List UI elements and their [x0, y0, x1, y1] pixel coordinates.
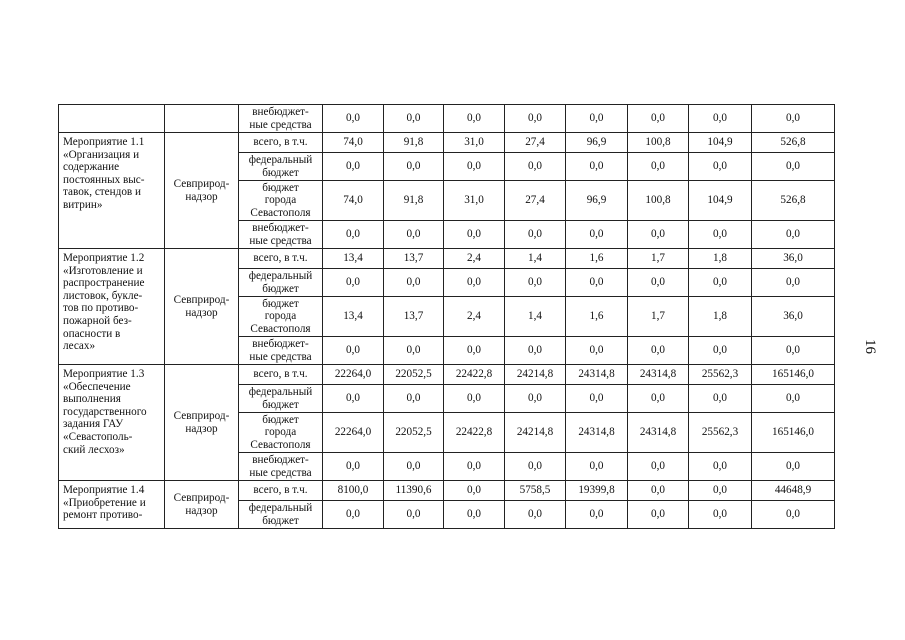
value-cell: 11390,6 [384, 481, 444, 501]
value-cell: 100,8 [628, 181, 689, 221]
value-cell: 2,4 [444, 297, 505, 337]
value-cell: 0,0 [628, 337, 689, 365]
value-cell: 0,0 [505, 337, 566, 365]
value-cell: 19399,8 [566, 481, 628, 501]
table-row [59, 105, 835, 133]
funding-source-cell: бюджет города Севастополя [239, 413, 323, 453]
value-cell: 24314,8 [566, 413, 628, 453]
value-cell: 5758,5 [505, 481, 566, 501]
value-cell: 0,0 [444, 105, 505, 133]
executor-cell: Севприрод- надзор [165, 249, 239, 365]
value-cell: 0,0 [384, 221, 444, 249]
value-cell: 0,0 [628, 501, 689, 529]
value-cell: 0,0 [444, 501, 505, 529]
value-cell: 0,0 [752, 385, 835, 413]
value-cell: 0,0 [444, 385, 505, 413]
funding-source-cell: федеральный бюджет [239, 269, 323, 297]
funding-source-cell: внебюджет- ные средства [239, 105, 323, 133]
value-cell: 0,0 [384, 105, 444, 133]
funding-source-cell: всего, в т.ч. [239, 365, 323, 385]
value-cell: 0,0 [444, 269, 505, 297]
value-cell: 31,0 [444, 181, 505, 221]
value-cell: 104,9 [689, 133, 752, 153]
value-cell: 0,0 [323, 153, 384, 181]
executor-cell: Севприрод- надзор [165, 133, 239, 249]
value-cell: 0,0 [323, 385, 384, 413]
value-cell: 96,9 [566, 181, 628, 221]
value-cell: 25562,3 [689, 365, 752, 385]
value-cell: 0,0 [689, 385, 752, 413]
value-cell: 24214,8 [505, 413, 566, 453]
funding-source-cell: внебюджет- ные средства [239, 221, 323, 249]
value-cell: 0,0 [689, 453, 752, 481]
executor-cell-empty [165, 105, 239, 133]
value-cell: 0,0 [628, 385, 689, 413]
funding-source-cell: внебюджет- ные средства [239, 337, 323, 365]
value-cell: 0,0 [628, 453, 689, 481]
value-cell: 1,6 [566, 297, 628, 337]
value-cell: 0,0 [323, 221, 384, 249]
funding-source-cell: федеральный бюджет [239, 501, 323, 529]
value-cell: 0,0 [323, 269, 384, 297]
value-cell: 0,0 [566, 269, 628, 297]
value-cell: 0,0 [689, 481, 752, 501]
funding-source-cell: внебюджет- ные средства [239, 453, 323, 481]
value-cell: 0,0 [384, 269, 444, 297]
value-cell: 0,0 [323, 501, 384, 529]
value-cell: 13,7 [384, 249, 444, 269]
value-cell: 0,0 [628, 153, 689, 181]
value-cell: 36,0 [752, 297, 835, 337]
value-cell: 0,0 [505, 105, 566, 133]
value-cell: 0,0 [628, 105, 689, 133]
value-cell: 0,0 [566, 221, 628, 249]
table-body [59, 105, 835, 529]
value-cell: 8100,0 [323, 481, 384, 501]
value-cell: 0,0 [689, 337, 752, 365]
value-cell: 44648,9 [752, 481, 835, 501]
value-cell: 22052,5 [384, 365, 444, 385]
value-cell: 1,8 [689, 249, 752, 269]
value-cell: 0,0 [566, 105, 628, 133]
value-cell: 0,0 [323, 105, 384, 133]
value-cell: 91,8 [384, 133, 444, 153]
value-cell: 22422,8 [444, 365, 505, 385]
value-cell: 1,6 [566, 249, 628, 269]
value-cell: 0,0 [505, 153, 566, 181]
value-cell: 0,0 [752, 453, 835, 481]
value-cell: 526,8 [752, 133, 835, 153]
value-cell: 24314,8 [628, 413, 689, 453]
value-cell: 0,0 [505, 385, 566, 413]
value-cell: 0,0 [566, 501, 628, 529]
value-cell: 0,0 [444, 221, 505, 249]
value-cell: 74,0 [323, 133, 384, 153]
value-cell: 24314,8 [628, 365, 689, 385]
value-cell: 31,0 [444, 133, 505, 153]
value-cell: 0,0 [323, 337, 384, 365]
value-cell: 0,0 [323, 453, 384, 481]
value-cell: 22264,0 [323, 365, 384, 385]
value-cell: 1,7 [628, 249, 689, 269]
value-cell: 0,0 [384, 501, 444, 529]
value-cell: 1,7 [628, 297, 689, 337]
value-cell: 13,7 [384, 297, 444, 337]
value-cell: 0,0 [384, 337, 444, 365]
value-cell: 0,0 [689, 153, 752, 181]
value-cell: 0,0 [444, 481, 505, 501]
value-cell: 0,0 [566, 337, 628, 365]
value-cell: 104,9 [689, 181, 752, 221]
value-cell: 0,0 [752, 105, 835, 133]
value-cell: 0,0 [689, 501, 752, 529]
value-cell: 100,8 [628, 133, 689, 153]
value-cell: 0,0 [444, 453, 505, 481]
value-cell: 0,0 [752, 269, 835, 297]
funding-source-cell: бюджет города Севастополя [239, 181, 323, 221]
value-cell: 0,0 [505, 453, 566, 481]
value-cell: 0,0 [752, 337, 835, 365]
value-cell: 0,0 [689, 105, 752, 133]
funding-source-cell: всего, в т.ч. [239, 133, 323, 153]
value-cell: 0,0 [505, 221, 566, 249]
value-cell: 0,0 [752, 221, 835, 249]
funding-source-cell: бюджет города Севастополя [239, 297, 323, 337]
value-cell: 0,0 [566, 153, 628, 181]
value-cell: 96,9 [566, 133, 628, 153]
value-cell: 22052,5 [384, 413, 444, 453]
value-cell: 13,4 [323, 297, 384, 337]
page-number: 16 [862, 339, 878, 354]
value-cell: 1,4 [505, 249, 566, 269]
funding-source-cell: всего, в т.ч. [239, 249, 323, 269]
value-cell: 165146,0 [752, 365, 835, 385]
funding-source-cell: всего, в т.ч. [239, 481, 323, 501]
value-cell: 0,0 [689, 269, 752, 297]
value-cell: 526,8 [752, 181, 835, 221]
value-cell: 24214,8 [505, 365, 566, 385]
event-cell-empty [59, 105, 165, 133]
value-cell: 0,0 [384, 453, 444, 481]
value-cell: 0,0 [384, 153, 444, 181]
value-cell: 0,0 [628, 221, 689, 249]
funding-source-cell: федеральный бюджет [239, 153, 323, 181]
budget-table [58, 104, 835, 529]
value-cell: 0,0 [566, 453, 628, 481]
value-cell: 2,4 [444, 249, 505, 269]
value-cell: 25562,3 [689, 413, 752, 453]
value-cell: 165146,0 [752, 413, 835, 453]
value-cell: 0,0 [628, 481, 689, 501]
event-title-cell: Мероприятие 1.3 «Обеспечение выполнения государственного задания ГАУ «Севастополь- ский лесхоз» [59, 365, 165, 481]
event-title-cell: Мероприятие 1.2 «Изготовление и распространение листовок, букле- тов по противо- пожарной без- опасности в лесах» [59, 249, 165, 365]
executor-cell: Севприрод- надзор [165, 481, 239, 529]
value-cell: 27,4 [505, 181, 566, 221]
event-title-cell: Мероприятие 1.4 «Приобретение и ремонт противо- [59, 481, 165, 529]
value-cell: 91,8 [384, 181, 444, 221]
table-row [59, 133, 835, 153]
event-title-cell: Мероприятие 1.1 «Организация и содержание постоянных выс- тавок, стендов и витрин» [59, 133, 165, 249]
value-cell: 1,8 [689, 297, 752, 337]
value-cell: 22264,0 [323, 413, 384, 453]
value-cell: 24314,8 [566, 365, 628, 385]
table-row [59, 249, 835, 269]
value-cell: 0,0 [689, 221, 752, 249]
value-cell: 74,0 [323, 181, 384, 221]
funding-source-cell: федеральный бюджет [239, 385, 323, 413]
value-cell: 0,0 [505, 269, 566, 297]
value-cell: 0,0 [566, 385, 628, 413]
value-cell: 22422,8 [444, 413, 505, 453]
value-cell: 13,4 [323, 249, 384, 269]
value-cell: 0,0 [628, 269, 689, 297]
value-cell: 0,0 [444, 153, 505, 181]
value-cell: 0,0 [752, 153, 835, 181]
table-row [59, 481, 835, 501]
value-cell: 0,0 [444, 337, 505, 365]
value-cell: 0,0 [384, 385, 444, 413]
executor-cell: Севприрод- надзор [165, 365, 239, 481]
table-row [59, 365, 835, 385]
value-cell: 27,4 [505, 133, 566, 153]
value-cell: 36,0 [752, 249, 835, 269]
value-cell: 0,0 [752, 501, 835, 529]
value-cell: 1,4 [505, 297, 566, 337]
value-cell: 0,0 [505, 501, 566, 529]
